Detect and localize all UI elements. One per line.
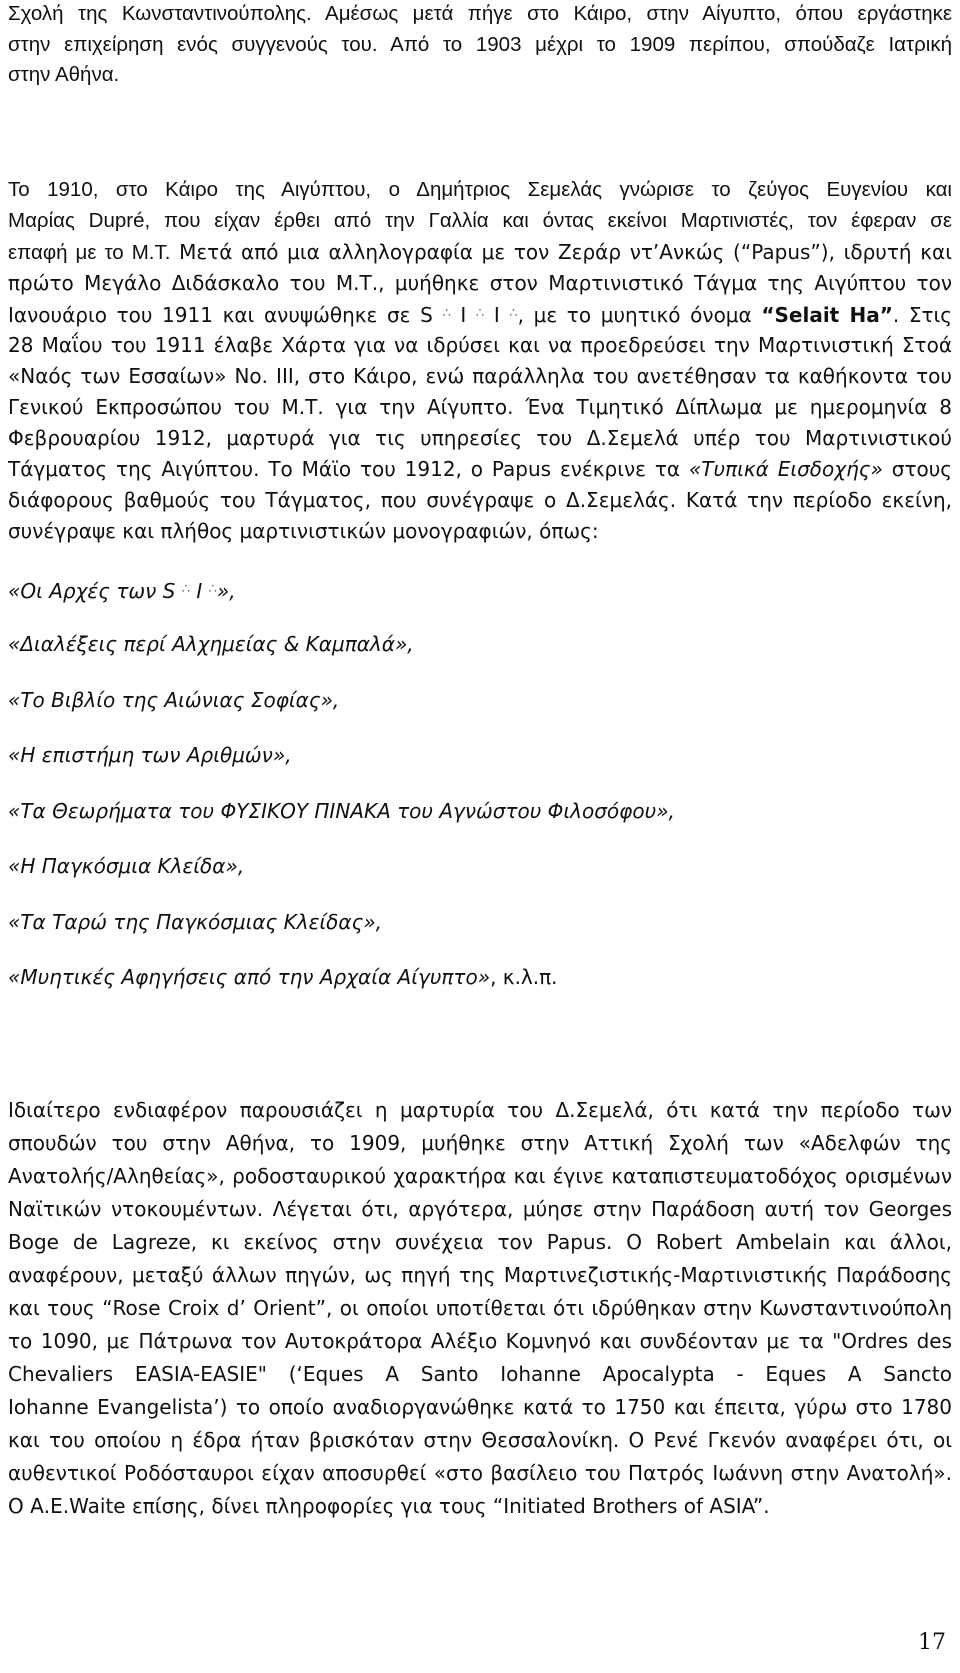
text-line: στην Αθήνα. [8,63,120,86]
text-span: στους [891,457,953,481]
text-line: συνέγραψε και πλήθος μαρτινιστικών μονογραφιών, όπως: [8,519,599,543]
text-line: Φεβρουαρίου 1912, μαρτυρά για τις υπηρεσίες του Δ.Σεμελά υπέρ του Μαρτινιστικού [8,426,952,450]
text-line: Ο Α.Ε.Waite επίσης, δίνει πληροφορίες για τους “Initiated Brothers of ASIA”. [8,1494,770,1518]
text-line: και τους “Rose Croix d’ Orient”, οι οποίοι υποτίθεται ότι ιδρύθηκαν στην Κωνσταντινούπολη [8,1296,952,1320]
list-item: «Η επιστήμη των Αριθμών», [8,743,292,767]
text-line: αναφέρουν, μεταξύ άλλων πηγών, ως πηγή της Μαρτινεζιστικής-Μαρτινιστικής Παράδοσης [8,1263,952,1287]
text-span: , κ.λ.π. [490,965,558,989]
list-item [8,576,236,605]
list-item: «Το Βιβλίο της Αιώνιας Σοφίας», [8,688,340,712]
text-span: I [460,303,467,327]
text-span: I [196,579,203,603]
text-span: Μετά από μια αλληλογραφία με τον Ζεράρ ντ’Ανκώς (“Papus”), ιδρυτή και [179,240,952,264]
text-span-italic: «Τυπικά Εισδοχής» [688,457,883,481]
text-line [8,455,952,483]
triple-dot-icon: ∴ [442,306,451,321]
text-span: . Στις [892,303,953,327]
text-line: και του οποίου η έδρα ήταν βρισκόταν στην Θεσσαλονίκη. Ο Ρενέ Γκενόν αναφέρει ότι, οι [8,1428,952,1452]
text-line: διάφορους βαθμούς του Τάγματος, που συνέγραψε ο Δ.Σεμελάς. Κατά την περίοδο εκείνη, [8,488,952,512]
text-line: Iohanne Evangelista’) το οποίο αναδιοργανώθηκε κατά το 1750 και έπειτα, γύρω στο 1780 [8,1395,952,1419]
text-line: «Ναός των Εσσαίων» Νο. III, στο Κάιρο, ενώ παράλληλα του ανετέθησαν τα καθήκοντα του [8,364,952,388]
text-line: Σχολή της Κωνσταντινούπολης. Αμέσως μετά πήγε στο Κάιρο, στην Αίγυπτο, όπου εργάστηκε [8,2,952,25]
text-span: Τάγματος της Αιγύπτου. Το Μάϊο του 1912, ο Papus ενέκρινε τα [8,457,681,481]
list-item: «Διαλέξεις περί Αλχημείας & Καμπαλά», [8,632,414,656]
text-span: Ιανουάριο του 1911 και ανυψώθηκε σε S [8,303,433,327]
list-item: «Τα Θεωρήματα του ΦΥΣΙΚΟΥ ΠΙΝΑΚΑ του Αγνώστου Φιλοσόφου», [8,799,675,823]
text-line: στην επιχείρηση ενός συγγενούς του. Από το 1903 μέχρι το 1909 περίπου, σπούδαζε Ιατρική [8,33,952,56]
list-item: «Τα Ταρώ της Παγκόσμιας Κλείδας», [8,910,383,934]
triple-dot-icon: ∴ [475,306,485,321]
text-line: Ναϊτικών ντοκουμέντων. Λέγεται ότι, αργότερα, μύησε στην Παράδοση αυτή τον Georges [8,1197,952,1221]
triple-dot-icon: ∴ [509,306,518,321]
text-line: Μαρίας Dupré, που είχαν έρθει από την Γαλλία και όντας εκείνοι Μαρτινιστές, τον έφεραν σε [8,209,952,232]
page-number: 17 [918,1630,946,1655]
text-span: », [216,579,236,603]
text-line: σπουδών του στην Αθήνα, το 1909, μυήθηκε στην Αττική Σχολή των «Αδελφών της [8,1131,952,1155]
triple-dot-icon: ∴ [181,582,190,597]
text-line: Boge de Lagreze, κι εκείνος στην συνέχεια τον Papus. Ο Robert Ambelain και άλλοι, [8,1230,952,1254]
text-line: Chevaliers EASIA-EASIE" (‘Eques A Santo Iohanne Apocalypta - Eques A Sancto [8,1362,952,1386]
text-line: Γενικού Εκπροσώπου του Μ.Τ. για την Αίγυπτο. Ένα Τιμητικό Δίπλωμα με ημερομηνία 8 [8,395,952,419]
text-line: αυθεντικοί Ροδόσταυροι είχαν αποσυρθεί «στο βασίλειο του Πατρός Ιωάννη στην Ανατολή». [8,1461,952,1485]
list-item: «Η Παγκόσμια Κλείδα», [8,854,245,878]
text-span: «Οι Αρχές των S [8,579,176,603]
text-line: Το 1910, στο Κάιρο της Αιγύπτου, ο Δημήτριος Σεμελάς γνώρισε το ζεύγος Ευγενίου και [8,178,952,201]
text-span-italic: «Μυητικές Αφηγήσεις από την Αρχαία Αίγυπτο» [8,965,491,989]
text-line [8,238,952,267]
text-line: Ανατολής/Αληθείας», ροδοσταυρικού χαρακτήρα και έγινε καταπιστευματοδόχος ορισμένων [8,1164,952,1188]
text-line: πρώτο Μεγάλο Διδάσκαλο του Μ.Τ., μυήθηκε στον Μαρτινιστικό Τάγμα της Αιγύπτου τον [8,271,952,295]
list-item [8,963,558,991]
text-span: επαφή με το Μ.Τ. [8,241,171,264]
text-span: , με το μυητικό όνομα [517,303,752,327]
text-line: Ιδιαίτερο ενδιαφέρον παρουσιάζει η μαρτυρία του Δ.Σεμελά, ότι κατά την περίοδο των [8,1098,952,1122]
triple-dot-icon: ∴ [208,582,217,597]
text-line: 28 Μαΐου του 1911 έλαβε Χάρτα για να ιδρύσει και να προεδρεύσει την Μαρτινιστική Στοά [8,333,952,357]
text-line [8,300,952,329]
mystic-name: “Selait Ha” [761,303,893,327]
text-line: το 1090, με Πάτρωνα τον Αυτοκράτορα Αλέξιο Κομνηνό και συνδέονταν με τα "Ordres des [8,1329,952,1353]
text-span: I [493,303,500,327]
